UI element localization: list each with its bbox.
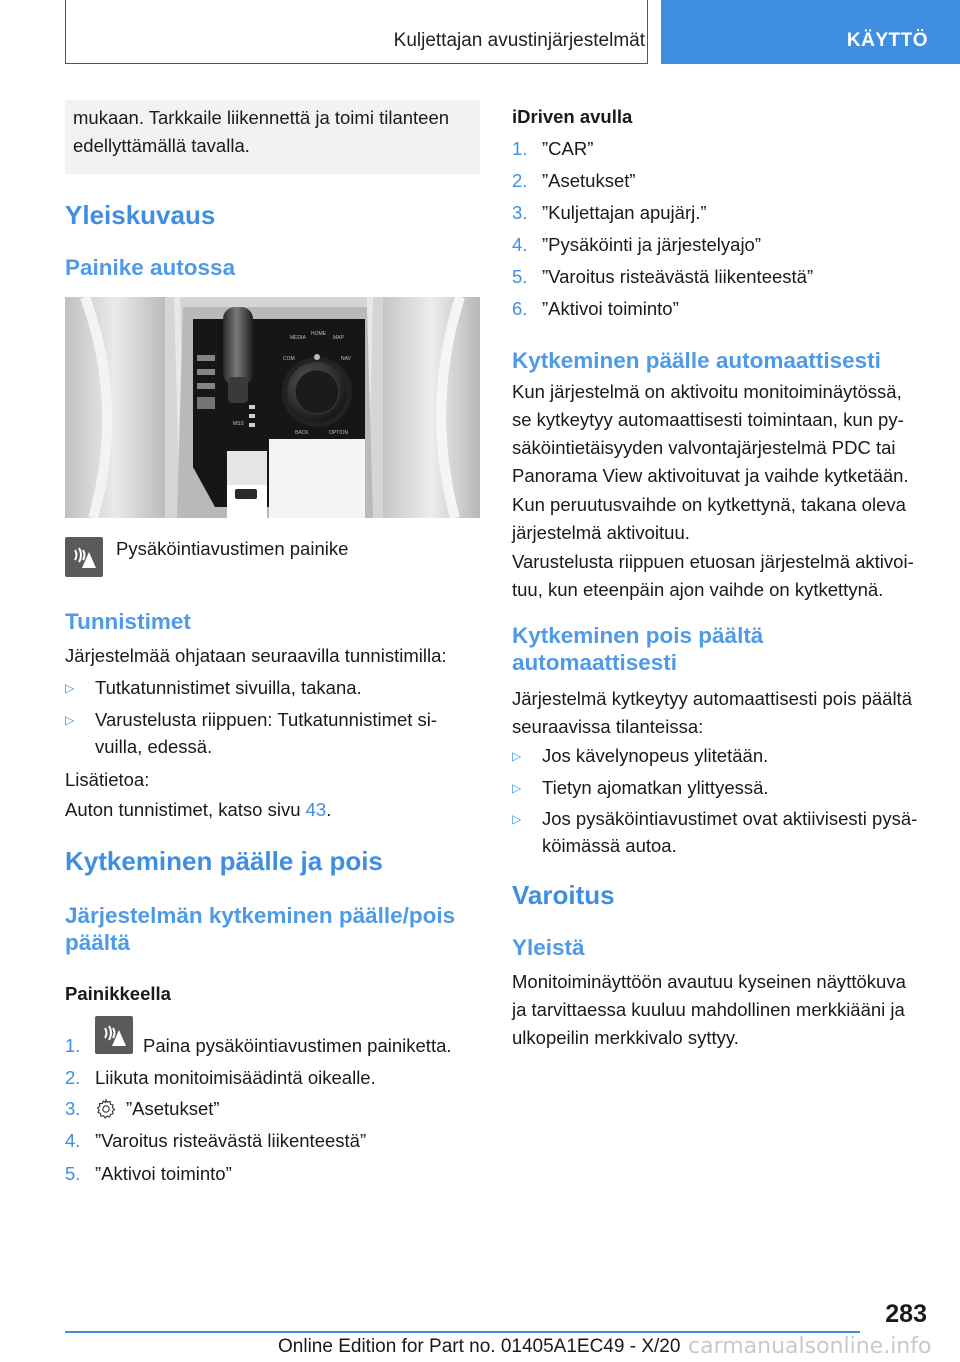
center-console-photo [65,297,480,518]
list-item-text: Tietyn ajomatkan ylittyessä. [542,777,769,798]
console-label-com: COM [283,356,295,362]
step-number: 5. [512,266,528,287]
sensor-reference-end: . [326,799,332,820]
list-item-text: Jos kävelynopeus ylitetään. [542,745,769,766]
bullet-triangle-icon: ▷ [65,713,75,727]
edition-info: Online Edition for Part no. 01405A1EC49 - X/20 [278,1336,681,1357]
heading-system-switch-line-1: Järjestelmän kytkeminen päälle/pois [65,903,456,928]
step-text: ”Varoitus risteävästä liikenteestä” [542,266,814,287]
auto-on-line: Kun järjestelmä on aktivoitu monitoiminäytössä, [512,381,902,402]
step-number: 1. [65,1035,81,1056]
page-link-43[interactable]: 43 [305,799,327,820]
console-label-map: MAP [333,335,344,341]
list-item-continuation: köimässä autoa. [542,835,677,856]
auto-on-line: järjestelmä aktivoituu. [512,522,690,543]
heading-general: Yleistä [512,935,585,960]
step-number: 4. [512,234,528,255]
step-text: ”Asetukset” [542,170,636,191]
step-text: ”Varoitus risteävästä liikenteestä” [95,1130,367,1151]
heading-button-in-car: Painike autossa [65,255,236,280]
auto-on-line: Kun peruutusvaihde on kytkettynä, takana oleva [512,494,906,515]
list-item-text: Varustelusta riippuen: Tutkatunnistimet si- [95,709,438,730]
watermark: carmanualsonline.info [688,1334,932,1359]
bullet-triangle-icon: ▷ [512,812,522,826]
step-number: 2. [65,1067,81,1088]
parking-assistant-button-icon [65,537,103,577]
step-number: 1. [512,138,528,159]
footer-divider [65,1331,860,1333]
heading-switch-on-off: Kytkeminen päälle ja pois [65,846,383,876]
note-line-2: edellyttämällä tavalla. [73,135,250,156]
auto-on-line: säköintietäisyyden valvontajärjestelmä PDC tai [512,437,896,458]
list-item [512,263,813,291]
settings-gear-icon [95,1098,117,1120]
sensors-intro: Järjestelmää ohjataan seuraavilla tunnistimilla: [65,645,447,666]
console-label-option: OPTION [329,430,349,436]
parking-sensor-icon [69,542,99,572]
list-item [512,135,593,163]
step-text: ”CAR” [542,138,594,159]
chapter-tab-label: KÄYTTÖ [846,30,928,51]
list-item [65,1032,95,1060]
step-number: 2. [512,170,528,191]
parking-sensor-icon [99,1020,129,1050]
list-item [512,742,768,770]
heading-warning: Varoitus [512,880,615,910]
list-item [65,1127,366,1155]
list-item-text: Tutkatunnistimet sivuilla, takana. [95,677,362,698]
more-info-label: Lisätietoa: [65,769,150,790]
general-line: Monitoiminäyttöön avautuu kyseinen näyttökuva [512,971,906,992]
sensor-reference-text: Auton tunnistimet, katso sivu [65,799,306,820]
heading-sensors: Tunnistimet [65,609,191,634]
step-number: 6. [512,298,528,319]
subheading-via-idrive: iDriven avulla [512,106,633,127]
subheading-via-button: Painikkeella [65,983,171,1004]
list-item [65,706,437,734]
list-item-continuation: vuilla, edessä. [95,736,213,757]
list-item [512,167,636,195]
bullet-triangle-icon: ▷ [65,681,75,695]
step-text: ”Asetukset” [126,1098,220,1119]
parking-assistant-button-icon-inline [95,1016,133,1054]
note-line-1: mukaan. Tarkkaile liikennettä ja toimi tilanteen [73,107,450,128]
console-label-media: MEDIA [290,335,306,341]
step-number: 3. [65,1098,81,1119]
console-label-back: BACK [295,430,309,436]
heading-auto-on: Kytkeminen päälle automaattisesti [512,348,881,373]
auto-off-intro-line: Järjestelmä kytkeytyy automaattisesti pois päältä [512,688,912,709]
step-number: 3. [512,202,528,223]
general-line: ja tarvittaessa kuuluu mahdollinen merkkiääni ja [512,999,905,1020]
bullet-triangle-icon: ▷ [512,781,522,795]
bullet-triangle-icon: ▷ [512,749,522,763]
list-item [512,805,917,833]
console-label-home: HOME [311,331,326,337]
gear-icon [95,1098,117,1120]
list-item [65,1064,376,1092]
step-text: ”Pysäköinti ja järjestelyajo” [542,234,762,255]
auto-on-line: Varustelusta riippuen etuosan järjestelmä aktivoi- [512,551,914,572]
step-text: ”Kuljettajan apujärj.” [542,202,707,223]
console-label-nav: NAV [341,356,351,362]
auto-on-line: tuu, kun eteenpäin ajon vaihde on kytkettynä. [512,579,884,600]
step-text: Liikuta monitoimisäädintä oikealle. [95,1067,376,1088]
heading-overview: Yleiskuvaus [65,200,216,230]
console-label-mss: MSS [233,421,244,427]
auto-on-line: Panorama View aktivoituvat ja vaihde kytketään. [512,465,909,486]
heading-auto-off-line-1: Kytkeminen pois päältä [512,623,764,648]
header-section-title: Kuljettajan avustinjärjestelmät [393,30,645,51]
heading-system-switch-line-2: päältä [65,930,131,955]
list-item [65,1160,232,1188]
center-console-illustration [65,297,480,518]
list-item [512,199,707,227]
page-number: 283 [885,1300,927,1328]
step-number: 5. [65,1163,81,1184]
list-item [65,1095,95,1123]
heading-auto-off-line-2: automaattisesti [512,650,678,675]
list-item [512,774,769,802]
button-caption: Pysäköintiavustimen painike [116,538,349,559]
general-line: ulkopeilin merkkivalo syttyy. [512,1027,739,1048]
list-item [512,295,679,323]
auto-off-intro-line: seuraavissa tilanteissa: [512,716,704,737]
sensor-reference [65,796,331,824]
chapter-tab [661,0,960,64]
auto-on-line: se kytkeytyy automaattisesti toimintaan, kun py- [512,409,904,430]
step-text: Paina pysäköintiavustimen painiketta. [143,1035,452,1056]
list-item-text: Jos pysäköintiavustimet ovat aktiivisesti pysä- [542,808,918,829]
list-item [512,231,761,259]
step-text: ”Aktivoi toiminto” [95,1163,232,1184]
step-number: 4. [65,1130,81,1151]
step-text: ”Aktivoi toiminto” [542,298,679,319]
list-item [65,674,362,702]
